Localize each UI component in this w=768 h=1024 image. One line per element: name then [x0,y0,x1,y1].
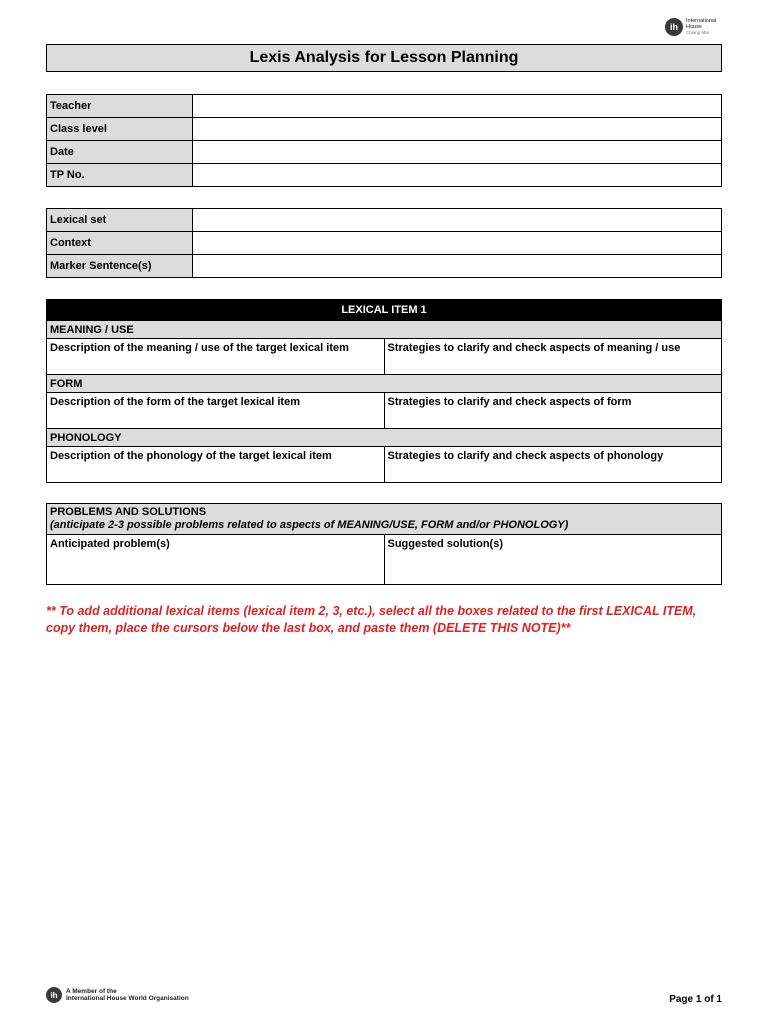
problems-heading-cell [47,504,722,535]
table-row [47,232,722,255]
teacher-field[interactable] [193,95,722,118]
field-label: TP No. [47,164,193,187]
section-heading-form: FORM [47,375,722,393]
section-heading-phonology: PHONOLOGY [47,429,722,447]
problems-solutions-table [46,503,722,585]
table-row [47,429,722,447]
class-level-field[interactable] [193,118,722,141]
instruction-note [46,603,726,637]
ih-logo-mark: ih [665,18,683,36]
section-heading-meaning: MEANING / USE [47,321,722,339]
page-title: Lexis Analysis for Lesson Planning [46,44,722,72]
phonology-strategies-cell[interactable]: Strategies to clarify and check aspects of phonology [384,447,722,483]
lexical-item-heading: LEXICAL ITEM 1 [47,300,722,321]
marker-sentence-field[interactable] [193,255,722,278]
note-line-2: copy them, place the cursors below the last box, and paste them (DELETE THIS NOTE)** [46,621,571,635]
table-row [47,447,722,483]
table-row [47,255,722,278]
ih-world-logo [46,987,189,1003]
meaning-strategies-cell[interactable]: Strategies to clarify and check aspects of meaning / use [384,339,722,375]
lexical-item-table [46,299,722,483]
logo-line-2: House [686,24,702,30]
suggested-solutions-cell[interactable]: Suggested solution(s) [384,535,722,585]
problems-subtitle: (anticipate 2-3 possible problems related to aspects of MEANING/USE, FORM and/or PHONOLOGY) [50,519,569,531]
teacher-info-table [46,94,722,187]
field-label: Class level [47,118,193,141]
form-description-cell[interactable]: Description of the form of the target lexical item [47,393,385,429]
ih-logo-mark: ih [46,987,62,1003]
table-row [47,393,722,429]
table-row [47,95,722,118]
date-field[interactable] [193,141,722,164]
tp-no-field[interactable] [193,164,722,187]
problems-title: PROBLEMS AND SOLUTIONS [50,506,207,518]
table-row [47,321,722,339]
table-row [47,164,722,187]
table-row [47,339,722,375]
footer-line-1: A Member of the [66,988,117,995]
phonology-description-cell[interactable]: Description of the phonology of the target lexical item [47,447,385,483]
table-row [47,141,722,164]
field-label: Marker Sentence(s) [47,255,193,278]
meaning-description-cell[interactable]: Description of the meaning / use of the target lexical item [47,339,385,375]
table-row [47,375,722,393]
page-number: Page 1 of 1 [669,994,722,1005]
context-field[interactable] [193,232,722,255]
table-row [47,300,722,321]
lexical-set-table [46,208,722,278]
ih-logo [665,16,725,38]
field-label: Context [47,232,193,255]
logo-line-3: Chiang Mai [686,30,709,35]
note-line-1: ** To add additional lexical items (lexical item 2, 3, etc.), select all the boxes related to the first LEXICAL ITEM, [46,604,697,618]
ih-logo-text [686,18,716,36]
field-label: Date [47,141,193,164]
logo-line-1: International [686,18,717,24]
footer-line-2: International House World Organisation [66,995,189,1002]
lexical-set-field[interactable] [193,209,722,232]
table-row [47,209,722,232]
table-row [47,504,722,535]
form-strategies-cell[interactable]: Strategies to clarify and check aspects of form [384,393,722,429]
field-label: Lexical set [47,209,193,232]
field-label: Teacher [47,95,193,118]
table-row [47,118,722,141]
table-row [47,535,722,585]
anticipated-problems-cell[interactable]: Anticipated problem(s) [47,535,385,585]
footer-org-text [66,988,189,1002]
